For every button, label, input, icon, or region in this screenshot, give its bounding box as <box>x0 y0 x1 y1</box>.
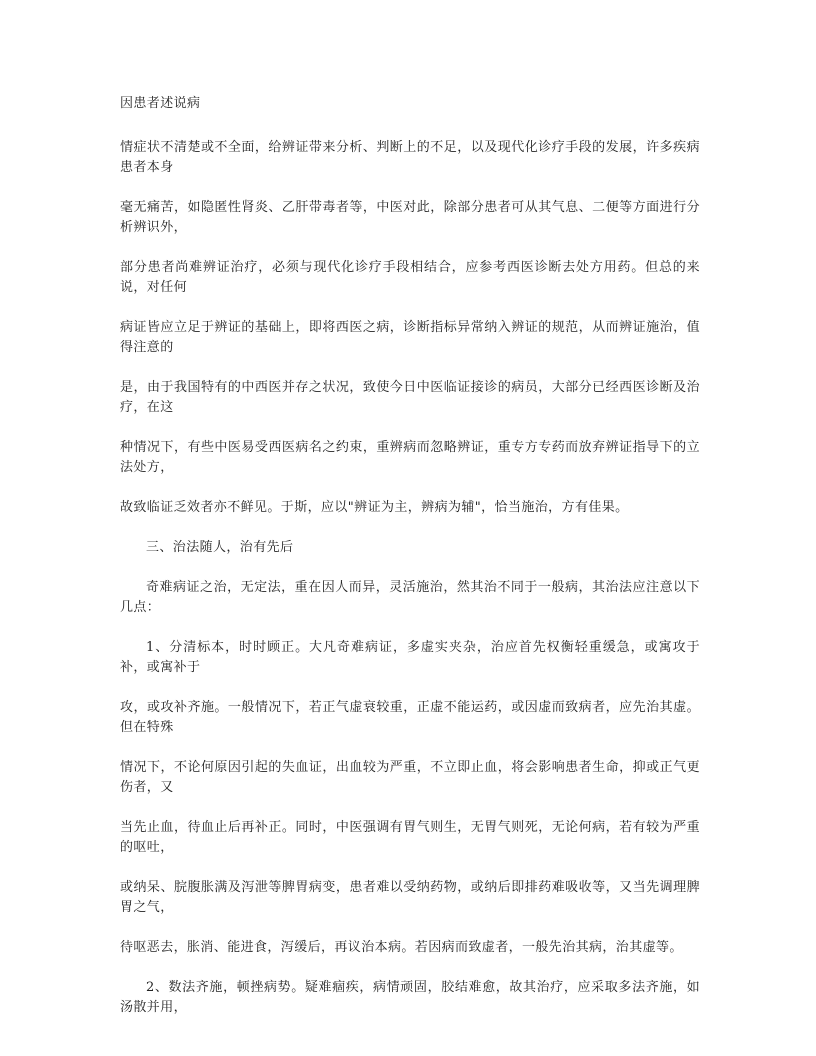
paragraph: 待呕恶去，胀消、能进食，泻缓后，再议治本病。若因病而致虚者，一般先治其病，治其虚等。 <box>120 940 683 955</box>
paragraph: 种情况下，有些中医易受西医病名之约束，重辨病而忽略辨证，重专方专药而放弃辨证指导下的立法处方， <box>120 440 700 475</box>
paragraph: 1、分清标本，时时顾正。大凡奇难病证，多虚实夹杂，治应首先权衡轻重缓急，或寓攻于补，或寓补于 <box>120 640 700 675</box>
paragraph: 当先止血，待血止后再补正。同时，中医强调有胃气则生，无胃气则死，无论何病，若有较为严重的呕吐， <box>120 820 700 855</box>
document-body <box>120 94 700 1038</box>
section-heading: 三、治法随人，治有先后 <box>146 540 294 555</box>
paragraph: 或纳呆、脘腹胀满及泻泄等脾胃病变，患者难以受纳药物，或纳后即排药难吸收等，又当先调理脾胃之气， <box>120 880 700 915</box>
paragraph: 情症状不清楚或不全面，给辨证带来分析、判断上的不足，以及现代化诊疗手段的发展，许多疾病患者本身 <box>120 140 700 175</box>
paragraph: 2、数法齐施，顿挫病势。疑难痼疾，病情顽固，胶结难愈，故其治疗，应采取多法齐施，如汤散并用， <box>120 980 700 1015</box>
paragraph: 攻，或攻补齐施。一般情况下，若正气虚衰较重，正虚不能运药，或因虚而致病者，应先治其虚。但在特殊 <box>120 700 700 735</box>
paragraph: 毫无痛苦，如隐匿性肾炎、乙肝带毒者等，中医对此，除部分患者可从其气息、二便等方面进行分析辨识外， <box>120 200 700 235</box>
paragraph: 病证皆应立足于辨证的基础上，即将西医之病，诊断指标异常纳入辨证的规范，从而辨证施治，值得注意的 <box>120 320 700 355</box>
paragraph: 是，由于我国特有的中西医并存之状况，致使今日中医临证接诊的病员，大部分已经西医诊断及治疗，在这 <box>120 380 700 415</box>
document-heading: 因患者述说病 <box>120 96 201 111</box>
paragraph: 部分患者尚难辨证治疗，必须与现代化诊疗手段相结合，应参考西医诊断去处方用药。但总的来说，对任何 <box>120 260 700 295</box>
paragraph: 奇难病证之治，无定法，重在因人而异，灵活施治，然其治不同于一般病，其治法应注意以下几点： <box>120 580 700 615</box>
paragraph: 情况下，不论何原因引起的失血证，出血较为严重，不立即止血，将会影响患者生命，抑或正气更伤者，又 <box>120 760 700 795</box>
paragraph: 故致临证乏效者亦不鲜见。于斯，应以"辨证为主，辨病为辅"，恰当施治，方有佳果。 <box>120 500 629 515</box>
